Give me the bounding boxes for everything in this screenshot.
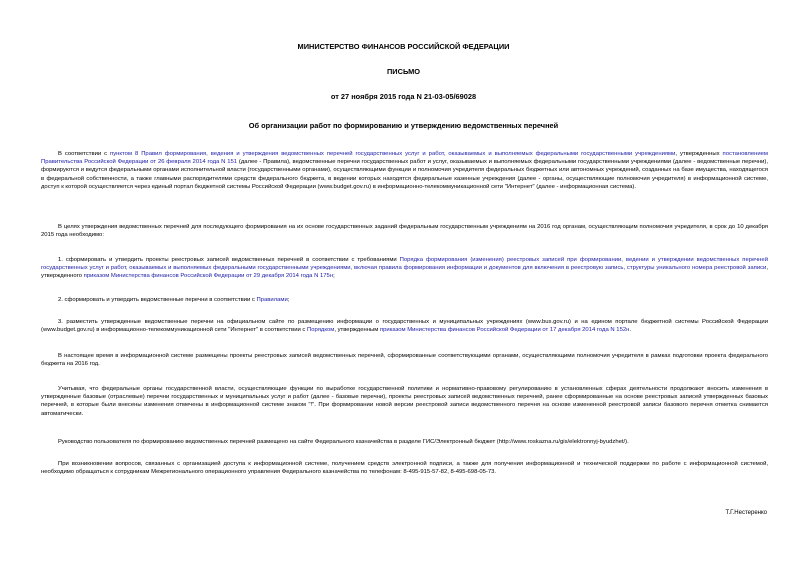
text-span: 3. разместить утвержденные ведомственные перечни на официальном сайте по размещению информации о государственных и муниципальных учреждениях (www.bus.gov.ru) и на едином портале бюджетной системы Российской Федерации (www.budget.gov.ru) в информационно-телекоммуникационной сети "Интернет" в соответствии с — [41, 319, 768, 334]
paragraph-2: В целях утверждения ведомственных перечней для последующего формирования на их основе государственных заданий федеральным государственным учреждениям на 2016 год органам, осуществляющим полномочия учредителя, в срок до 10 декабря 2015 года необходимо: — [41, 224, 768, 239]
paragraph-5 — [41, 318, 768, 334]
paragraph-1 — [41, 150, 768, 191]
text-span: В соответствии с — [58, 151, 111, 157]
paragraph-3 — [41, 256, 768, 281]
link-rules-item-8[interactable]: пунктом 8 Правил формирования, ведения и утверждения ведомственных перечней государственных услуг и работ, оказываемых и выполняемых федеральными государственными учреждениями — [110, 151, 676, 157]
paragraph-6: В настоящее время в информационной системе размещены проекты реестровых записей ведомственных перечней, сформированные соответствующими органами, осуществляющими полномочия учредителя в рамках подготовки проекта федерального бюджета на 2016 год. — [41, 353, 768, 368]
link-government-decree-151[interactable]: постановлением Правительства Российской Федерации от 26 февраля 2014 года N 151 — [41, 151, 768, 166]
ministry-heading: МИНИСТЕРСТВО ФИНАНСОВ РОССИЙСКОЙ ФЕДЕРАЦИИ — [297, 42, 510, 51]
document-type: ПИСЬМО — [387, 67, 420, 76]
text-span: ; — [287, 297, 290, 303]
link-rules[interactable]: Правилами — [256, 297, 288, 303]
document-title: Об организации работ по формированию и утверждению ведомственных перечней — [248, 121, 559, 130]
text-span: (далее - Правила), ведомственные перечни государственных работ и услуг, оказываемых и выполняемых федеральными государственными учреждениями (далее - ведомственные перечни), формируются и ведутся федеральными органами исполнительной власти (государственными органами), осуществляющими функции и полномочия учредителя федеральных бюджетных или автономных учреждений, созданных на базе имущества, находящегося в федеральной собственности, а также главными распорядителями средств федерального бюджета, в ведении которых находятся федеральные казенные учреждения (далее - органы, осуществляющие полномочия учредителя) в информационной системе, доступ к которой осуществляется через единый портал бюджетной системы Российской Федерации (www.budget.gov.ru) в информационно-телекоммуникационной сети "Интернет" (далее - информационная система). — [41, 159, 769, 190]
text-span: , утвержденным — [334, 327, 380, 334]
paragraph-9: При возникновении вопросов, связанных с организацией доступа к информационной системе, получением средств электронной подписи, а также для получения информационной и технической поддержки по работе с информационной системой, необходимо обращаться к сотрудникам Межрегионального операционного управления Федерального казначейства по телефонам: 8-495-915-57-82, 8-495-698-05-73. — [41, 461, 768, 476]
text-span: , утвержденного — [41, 265, 768, 280]
link-order-175n[interactable]: приказом Министерства финансов Российской Федерации от 29 декабря 2014 года N 175н — [83, 273, 334, 280]
signature: Т.Г.Нестеренко — [725, 510, 767, 516]
text-span: 2. сформировать и утвердить ведомственные перечни в соответствии с — [58, 297, 257, 303]
paragraph-7: Учитывая, что федеральные органы государственной власти, осуществляющие функции по выработке государственной политики и нормативно-правовому регулированию в установленных сферах деятельности продолжают вносить изменения в утвержденные базовые (отраслевые) перечни государственных и муниципальных услуг и работ (далее - базовые перечни), проекты реестровых записей ведомственных перечней, ранее сформированные на основе реестровых записей утвержденных базовых перечней, в которые были внесены изменения отмечены в информационной системе знаком "!". При формировании новой версии реестровой записи ведомственного перечня на основе измененной реестровой записи базового перечня отметка снимается автоматически. — [41, 386, 768, 417]
document-date-number: от 27 ноября 2015 года N 21-03-05/69028 — [330, 92, 477, 101]
link-registry-procedure[interactable]: Порядка формирования (изменения) реестровых записей при формировании, ведении и утверждении ведомственных перечней государственных услуг и работ, оказываемых и выполняемых федеральными государственными учреждениями, включая правила формирования информации и документов для включения в реестровую запись, структуры уникального номера реестровой записи — [41, 257, 768, 272]
link-order-152n[interactable]: приказом Министерства финансов Российской Федерации от 17 декабря 2014 года N 152н — [379, 327, 630, 334]
text-span: 1. сформировать и утвердить проекты реестровых записей ведомственных перечней в соответствии с требованиями — [58, 257, 400, 263]
paragraph-8: Руководство пользователя по формированию ведомственных перечней размещено на сайте Федерального казначейства в разделе ГИС/Электронный бюджет (http://www.roskazna.ru/gis/elektronnyj-byudzhet/). — [58, 439, 629, 445]
link-procedure[interactable]: Порядком — [307, 327, 335, 334]
text-span: . — [629, 327, 632, 334]
paragraph-4 — [41, 296, 768, 304]
text-span: , утвержденных — [675, 151, 723, 157]
text-span: ; — [333, 273, 335, 280]
